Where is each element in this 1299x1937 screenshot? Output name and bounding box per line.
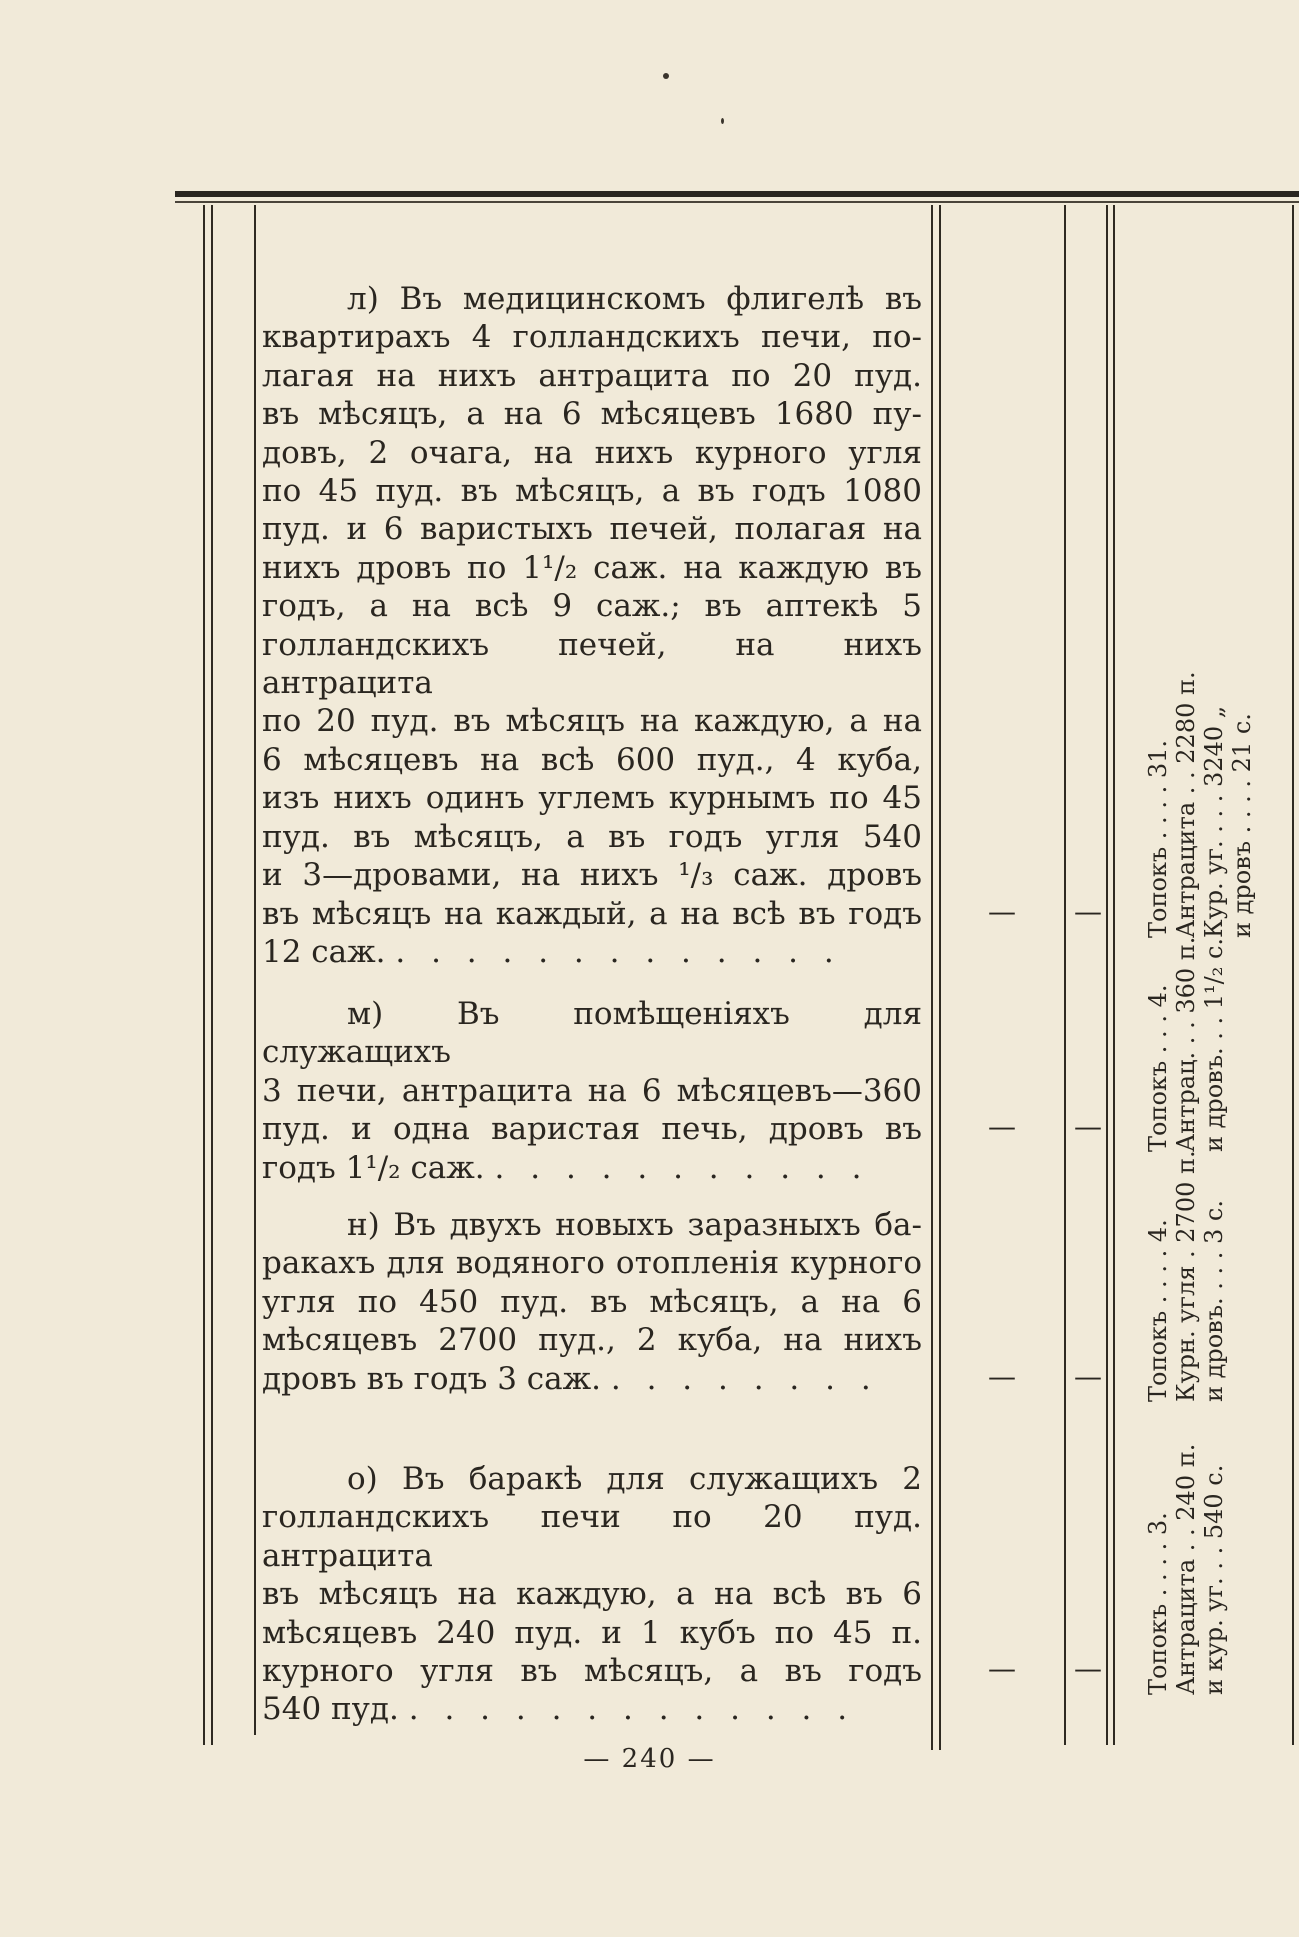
line-text: 12 саж. (262, 933, 386, 970)
text-line: лагая на нихъ антрацита по 20 пуд. (262, 357, 922, 394)
summary-line: Курн. угля . 2700 п. (1172, 1150, 1200, 1402)
text-line: изъ нихъ одинъ углемъ курнымъ по 45 (262, 780, 922, 817)
text-line: по 20 пуд. въ мѣсяцъ на каждую, а на (262, 703, 922, 740)
table-top-rule (175, 191, 1299, 197)
text-line: голландскихъ печей, на нихъ антрацита (262, 626, 922, 702)
text-line-last (262, 933, 922, 971)
text-line: мѣсяцевъ 2700 пуд., 2 куба, на нихъ (262, 1322, 922, 1359)
text-line: м) Въ помѣщеніяхъ для служащихъ (262, 996, 922, 1071)
table-top-rule-thin (175, 201, 1299, 203)
entry-m (262, 995, 922, 1187)
text-line: голландскихъ печи по 20 пуд. антрацита (262, 1499, 922, 1574)
text-line: ракахъ для водяного отопленія курного (262, 1245, 922, 1282)
column-rule (931, 205, 933, 1750)
empty-cell-dash: — (1074, 895, 1102, 928)
text-line: н) Въ двухъ новыхъ заразныхъ ба- (347, 1207, 922, 1243)
text-line-last (262, 1690, 922, 1728)
text-line: л) Въ медицинскомъ флигелѣ въ (347, 281, 922, 317)
column-rule (1106, 205, 1108, 1745)
summary-line: и дровъ . . . . 21 с. (1228, 713, 1256, 938)
text-line: годъ, а на всѣ 9 саж.; въ аптекѣ 5 (262, 588, 922, 625)
summary-line: Топокъ . . . 4. (1144, 984, 1172, 1152)
empty-cell-dash: — (1074, 1652, 1102, 1685)
fuel-summary (1144, 1150, 1228, 1402)
text-line: и 3—дровами, на нихъ ¹/₃ саж. дровъ (262, 857, 922, 894)
summary-line: Антрацита . . 240 п. (1172, 1443, 1200, 1695)
summary-line: Топокъ . . . . 4. (1144, 1219, 1172, 1402)
column-rule (203, 205, 205, 1745)
text-line: по 45 пуд. въ мѣсяцъ, а въ годъ 1080 (262, 473, 922, 510)
text-line-last (262, 1360, 922, 1398)
column-rule (939, 205, 941, 1750)
text-line: въ мѣсяцъ на каждый, а на всѣ въ годъ (262, 895, 922, 932)
empty-cell-dash: — (988, 1110, 1016, 1143)
text-line: нихъ дровъ по 1¹/₂ саж. на каждую въ (262, 549, 922, 586)
entry-l (262, 280, 922, 971)
text-line: пуд. и 6 варистыхъ печей, полагая на (262, 511, 922, 548)
text-line-last (262, 1149, 922, 1187)
empty-cell-dash: — (988, 1360, 1016, 1393)
summary-line: Антрац. . . 360 п. (1172, 936, 1200, 1152)
text-line: мѣсяцевъ 240 пуд. и 1 кубъ по 45 п. (262, 1614, 922, 1651)
column-rule (254, 205, 256, 1735)
fuel-summary (1144, 671, 1256, 938)
empty-cell-dash: — (988, 1652, 1016, 1685)
summary-line: Топокъ . . . . 31. (1144, 740, 1172, 938)
column-rule (1292, 205, 1294, 1745)
line-text: 540 пуд. (262, 1691, 399, 1728)
summary-line: и дровъ. . . . 3 с. (1200, 1200, 1228, 1402)
dot-leader: . . . . . . . . . . . . . (408, 1691, 856, 1728)
empty-cell-dash: — (988, 895, 1016, 928)
entry-n (262, 1206, 922, 1398)
fuel-summary (1144, 1444, 1228, 1695)
ink-speck (663, 73, 669, 79)
summary-line: Антрацита . . 2280 п. (1172, 671, 1200, 938)
text-line: угля по 450 пуд. въ мѣсяцъ, а на 6 (262, 1283, 922, 1320)
summary-line: и дровъ. . . 1¹/₂ с. (1200, 937, 1228, 1152)
text-line: въ мѣсяцъ, а на 6 мѣсяцевъ 1680 пу- (262, 396, 922, 433)
dot-leader: . . . . . . . . . . . . . (395, 933, 842, 970)
text-line: квартирахъ 4 голландскихъ печи, по- (262, 319, 922, 356)
column-rule (1113, 205, 1115, 1745)
page-number: — 240 — (583, 1744, 716, 1774)
summary-line: Кур. уг. . . . 3240 „ (1200, 705, 1228, 938)
entry-o (262, 1460, 922, 1729)
ink-speck (721, 118, 724, 124)
column-rule (211, 205, 213, 1745)
empty-cell-dash: — (1074, 1110, 1102, 1143)
column-rule (1064, 205, 1066, 1745)
text-line: довъ, 2 очага, на нихъ курного угля (262, 434, 922, 471)
text-line: 6 мѣсяцевъ на всѣ 600 пуд., 4 куба, (262, 741, 922, 778)
summary-line: и кур. уг. . . 540 с. (1200, 1464, 1228, 1695)
text-line: пуд. и одна варистая печь, дровъ въ (262, 1111, 922, 1148)
text-line: курного угля въ мѣсяцъ, а въ годъ (262, 1653, 922, 1690)
text-line: пуд. въ мѣсяцъ, а въ годъ угля 540 (262, 818, 922, 855)
text-line: о) Въ баракѣ для служащихъ 2 (347, 1461, 922, 1497)
dot-leader: . . . . . . . . (610, 1360, 879, 1397)
summary-line: Топокъ . . . . 3. (1144, 1512, 1172, 1695)
text-line: 3 печи, антрацита на 6 мѣсяцевъ—360 (262, 1072, 922, 1109)
line-text: дровъ въ годъ 3 саж. (262, 1360, 602, 1397)
empty-cell-dash: — (1074, 1360, 1102, 1393)
line-text: годъ 1¹/₂ саж. (262, 1149, 485, 1186)
dot-leader: . . . . . . . . . . . (494, 1149, 870, 1186)
fuel-summary (1144, 937, 1228, 1152)
text-line: въ мѣсяцъ на каждую, а на всѣ въ 6 (262, 1576, 922, 1613)
